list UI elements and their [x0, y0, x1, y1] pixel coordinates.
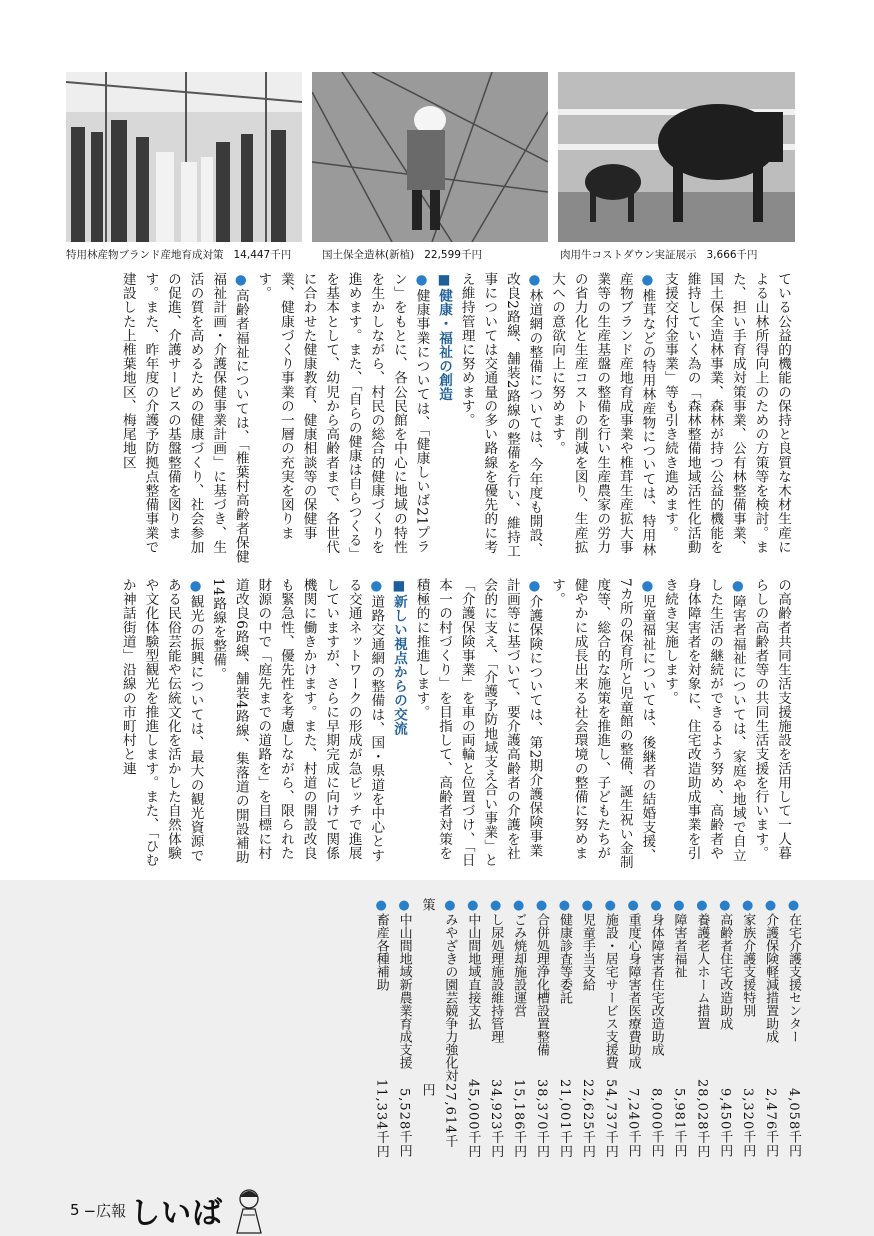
budget-item-amount: 22,625千円 [579, 1078, 595, 1158]
budget-item [552, 898, 575, 1158]
budget-item-amount: 4,058千円 [786, 1087, 801, 1158]
greenhouse-logs-image [66, 72, 302, 242]
budget-item-name: みやざきの園芸競争力強化対策 [419, 898, 458, 1082]
budget-item-amount: 3,320千円 [740, 1087, 756, 1158]
bullet-icon: ● [602, 898, 618, 913]
caption-amount: 14,447千円 [233, 249, 292, 261]
paragraph: ●道路交通網の整備は、国・県道を中心とする交通ネットワークの形成が急ピッチで進展していますが、さらに早期完成に向けて関係機関に働きかけます。また、村道の開設改良も緊急性、優先性を考慮しながら、限られた財源の中で「庭先までの道路を」を目標に村道改良6路線、舗装4路線、集落道の開設補助14路線を整備。 [210, 578, 385, 865]
budget-item [781, 898, 804, 1158]
budget-item-amount: 28,028千円 [694, 1078, 710, 1158]
budget-item-name: 児童手当支給 [579, 913, 595, 991]
budget-item-amount: 5,981千円 [671, 1087, 687, 1158]
bullet-icon: ● [488, 898, 504, 913]
bullet-icon: ● [526, 578, 543, 595]
budget-item-amount: 2,476千円 [763, 1087, 779, 1158]
budget-item-amount: 8,000千円 [648, 1087, 664, 1158]
paragraph: ている公益的機能の保持と良質な木材生産による山林所得向上のための方策等を検討。また、担い手育成対策事業、公有林整備事業、国土保全造林事業、森林が持つ公益的機能を維持していく為の「森林整備地域活性化活動支援交付金事業」等も引き続き進めます。 [662, 272, 791, 554]
budget-item [667, 898, 690, 1158]
bullet-icon: ● [465, 898, 481, 913]
budget-item [735, 898, 758, 1158]
paragraph: ●椎茸などの特用林産物については、特用林産物ブランド産地育成事業や椎茸生産拡大事業等の生産基盤の整備を行い生産農家の労力の省力化と生産コストの削減を図り、生産拡大への意欲向上に努めます。 [549, 272, 656, 557]
budget-item [575, 898, 598, 1158]
photo-cattle [558, 72, 795, 242]
budget-item [392, 898, 415, 1158]
planting-worker-image [312, 72, 548, 242]
budget-item-name: 施設・居宅サービス支援費 [602, 913, 618, 1069]
lower-body-text [66, 578, 794, 870]
photo-shiitake-logs [66, 72, 302, 242]
bullet-icon: ● [694, 898, 710, 913]
section-heading-health: ■健康・福祉の創造 [436, 272, 453, 402]
bullet-icon: ● [396, 898, 412, 913]
budget-item-name: ごみ焼却施設運営 [511, 913, 527, 1017]
budget-item-name: 中山間地域新農業育成支援 [396, 913, 412, 1069]
budget-item [644, 898, 667, 1158]
budget-item-amount: 5,528千円 [396, 1087, 412, 1158]
budget-item-name: 養護老人ホーム措置 [694, 913, 710, 1030]
photo-planting [312, 72, 548, 242]
bullet-icon: ● [526, 272, 543, 289]
budget-item-name: 身体障害者住宅改造助成 [648, 913, 664, 1056]
budget-item-name: 家族介護支援特別 [740, 913, 756, 1017]
bullet-icon: ● [556, 898, 572, 913]
photo-caption-3 [560, 247, 758, 262]
bullet-icon: ● [763, 898, 779, 913]
budget-item-name: 障害者福祉 [671, 913, 687, 978]
caption-amount: 22,599千円 [424, 249, 482, 261]
budget-item-amount: 15,186千円 [511, 1078, 527, 1158]
caption-title: 国土保全造林(新植) [322, 249, 415, 261]
caption-title: 特用林産物ブランド産地育成対策 [66, 249, 224, 261]
budget-item-name: 重度心身障害者医療費助成 [625, 913, 641, 1069]
budget-item-name: 介護保険軽減措置助成 [763, 913, 779, 1043]
budget-item [415, 898, 461, 1158]
budget-item-name: し尿処理施設維持管理 [488, 913, 504, 1043]
bullet-icon: ● [717, 898, 733, 913]
magazine-label: −広報 [83, 1201, 127, 1220]
budget-item-amount: 45,000千円 [465, 1078, 481, 1158]
bullet-icon: ● [579, 898, 595, 913]
budget-item-amount: 38,370千円 [534, 1078, 550, 1158]
bullet-icon: ● [511, 898, 527, 913]
bullet-icon: ● [625, 898, 641, 913]
square-icon: ■ [390, 578, 407, 595]
paragraph: ●健康事業については、「健康しいば21プラン」をもとに、各公民館を中心に地域の特性を生かしながら、村民の総合的健康づくりを進めます。また、「自らの健康は自らつくる」を基本として、幼児から高齢者まで、各世代に合わせた健康教育、健康相談等の保健事業、健康づくり事業の一層の充実を図ります。 [255, 272, 430, 562]
budget-item [598, 898, 621, 1158]
bullet-icon: ● [368, 578, 385, 595]
paragraph: ●観光の振興については、最大の観光資源である民俗芸能や伝統文化を活かした自然体験や文化体験型観光を推進します。また、「ひむか神話街道」沿線の市町村と連 [119, 578, 204, 868]
budget-item [369, 898, 392, 1158]
budget-item-amount: 9,450千円 [717, 1087, 733, 1158]
page-number: 5 [70, 1201, 80, 1219]
paragraph: の高齢者共同生活支援施設を活用して一人暮らしの高齢者等の共同生活支援を行います。 [752, 578, 791, 860]
bullet-icon: ● [534, 898, 550, 913]
budget-item-name: 畜産各種補助 [373, 913, 389, 991]
paragraph: ●障害者福祉については、家庭や地域で自立した生活の継続ができるよう努め、高齢者や身体障害者を対象に、住宅改造助成事業を引き続き実施します。 [662, 578, 746, 863]
budget-item-amount: 11,334千円 [373, 1078, 389, 1158]
mascot-girl-icon [229, 1185, 269, 1235]
budget-item [460, 898, 483, 1158]
budget-item [529, 898, 552, 1158]
bullet-icon: ● [442, 898, 458, 913]
section-heading-exchange: ■新しい視点からの交流 [390, 578, 407, 736]
budget-item [712, 898, 735, 1158]
budget-item-name: 在宅介護支援センター [786, 913, 801, 1043]
photo-caption-1 [66, 247, 291, 262]
page-footer [70, 1185, 269, 1235]
budget-item [483, 898, 506, 1158]
bullet-icon: ● [187, 578, 204, 595]
bullet-icon: ● [648, 898, 664, 913]
budget-item-name: 中山間地域直接支払 [465, 913, 481, 1030]
bullet-icon: ● [671, 898, 687, 913]
budget-item-amount: 7,240千円 [625, 1087, 641, 1158]
square-icon: ■ [436, 272, 453, 289]
budget-item-name: 健康診査等委託 [556, 913, 572, 1004]
paragraph: ●児童福祉については、後継者の結婚支援、7カ所の保育所と児童館の整備、誕生祝い金制度等、総合的な施策を推進し、子どもたちが健やかに成長出来る社会環境の整備に努めます。 [549, 578, 656, 870]
budget-item-name: 高齢者住宅改造助成 [717, 913, 733, 1030]
bullet-icon: ● [639, 578, 656, 595]
budget-item-amount: 34,923千円 [488, 1078, 504, 1158]
photo-caption-2 [322, 247, 482, 262]
paragraph: ●高齢者福祉については、「椎葉村高齢者保健福祉計画・介護保健事業計画」に基づき、生活の質を高めるための健康づくり、社会参加の促進、介護サービスの基盤整備を図ります。また、昨年度の介護予防拠点整備事業で建設した上椎葉地区、梅尾地区 [119, 272, 249, 564]
bullet-icon: ● [729, 578, 746, 595]
caption-amount: 3,666千円 [706, 249, 758, 261]
bullet-icon: ● [786, 898, 801, 913]
budget-item-amount: 27,614千円 [419, 1083, 458, 1149]
budget-item [621, 898, 644, 1158]
budget-item-name: 合併処理浄化槽設置整備 [534, 913, 550, 1056]
cattle-image [558, 72, 795, 242]
budget-item [689, 898, 712, 1158]
upper-body-text [66, 272, 794, 564]
budget-item [506, 898, 529, 1158]
budget-item-amount: 54,737千円 [602, 1078, 618, 1158]
budget-list [369, 898, 804, 1158]
budget-item [758, 898, 781, 1158]
paragraph: ●林道網の整備については、今年度も開設、改良2路線、舗装2路線の整備を行い、維持工事については交通量の多い路線を優先的に考え維持管理に努めます。 [458, 272, 543, 559]
caption-title: 肉用牛コストダウン実証展示 [560, 249, 697, 261]
budget-item-amount: 21,001千円 [556, 1078, 572, 1158]
paragraph: ●介護保険については、第2期介護保険事業計画等に基づいて、要介護高齢者の介護を社会的に支え、「介護予防地域支え合い事業」と「介護保険事業」を車の両輪と位置づけ、「日本一の村づくり」を目指して、高齢者対策を積極的に推進します。 [413, 578, 543, 868]
bullet-icon: ● [639, 272, 656, 289]
magazine-logo: しいば [130, 1196, 224, 1231]
bullet-icon: ● [740, 898, 756, 913]
bullet-icon: ● [413, 272, 430, 289]
bullet-icon: ● [373, 898, 389, 913]
bullet-icon: ● [232, 272, 249, 289]
